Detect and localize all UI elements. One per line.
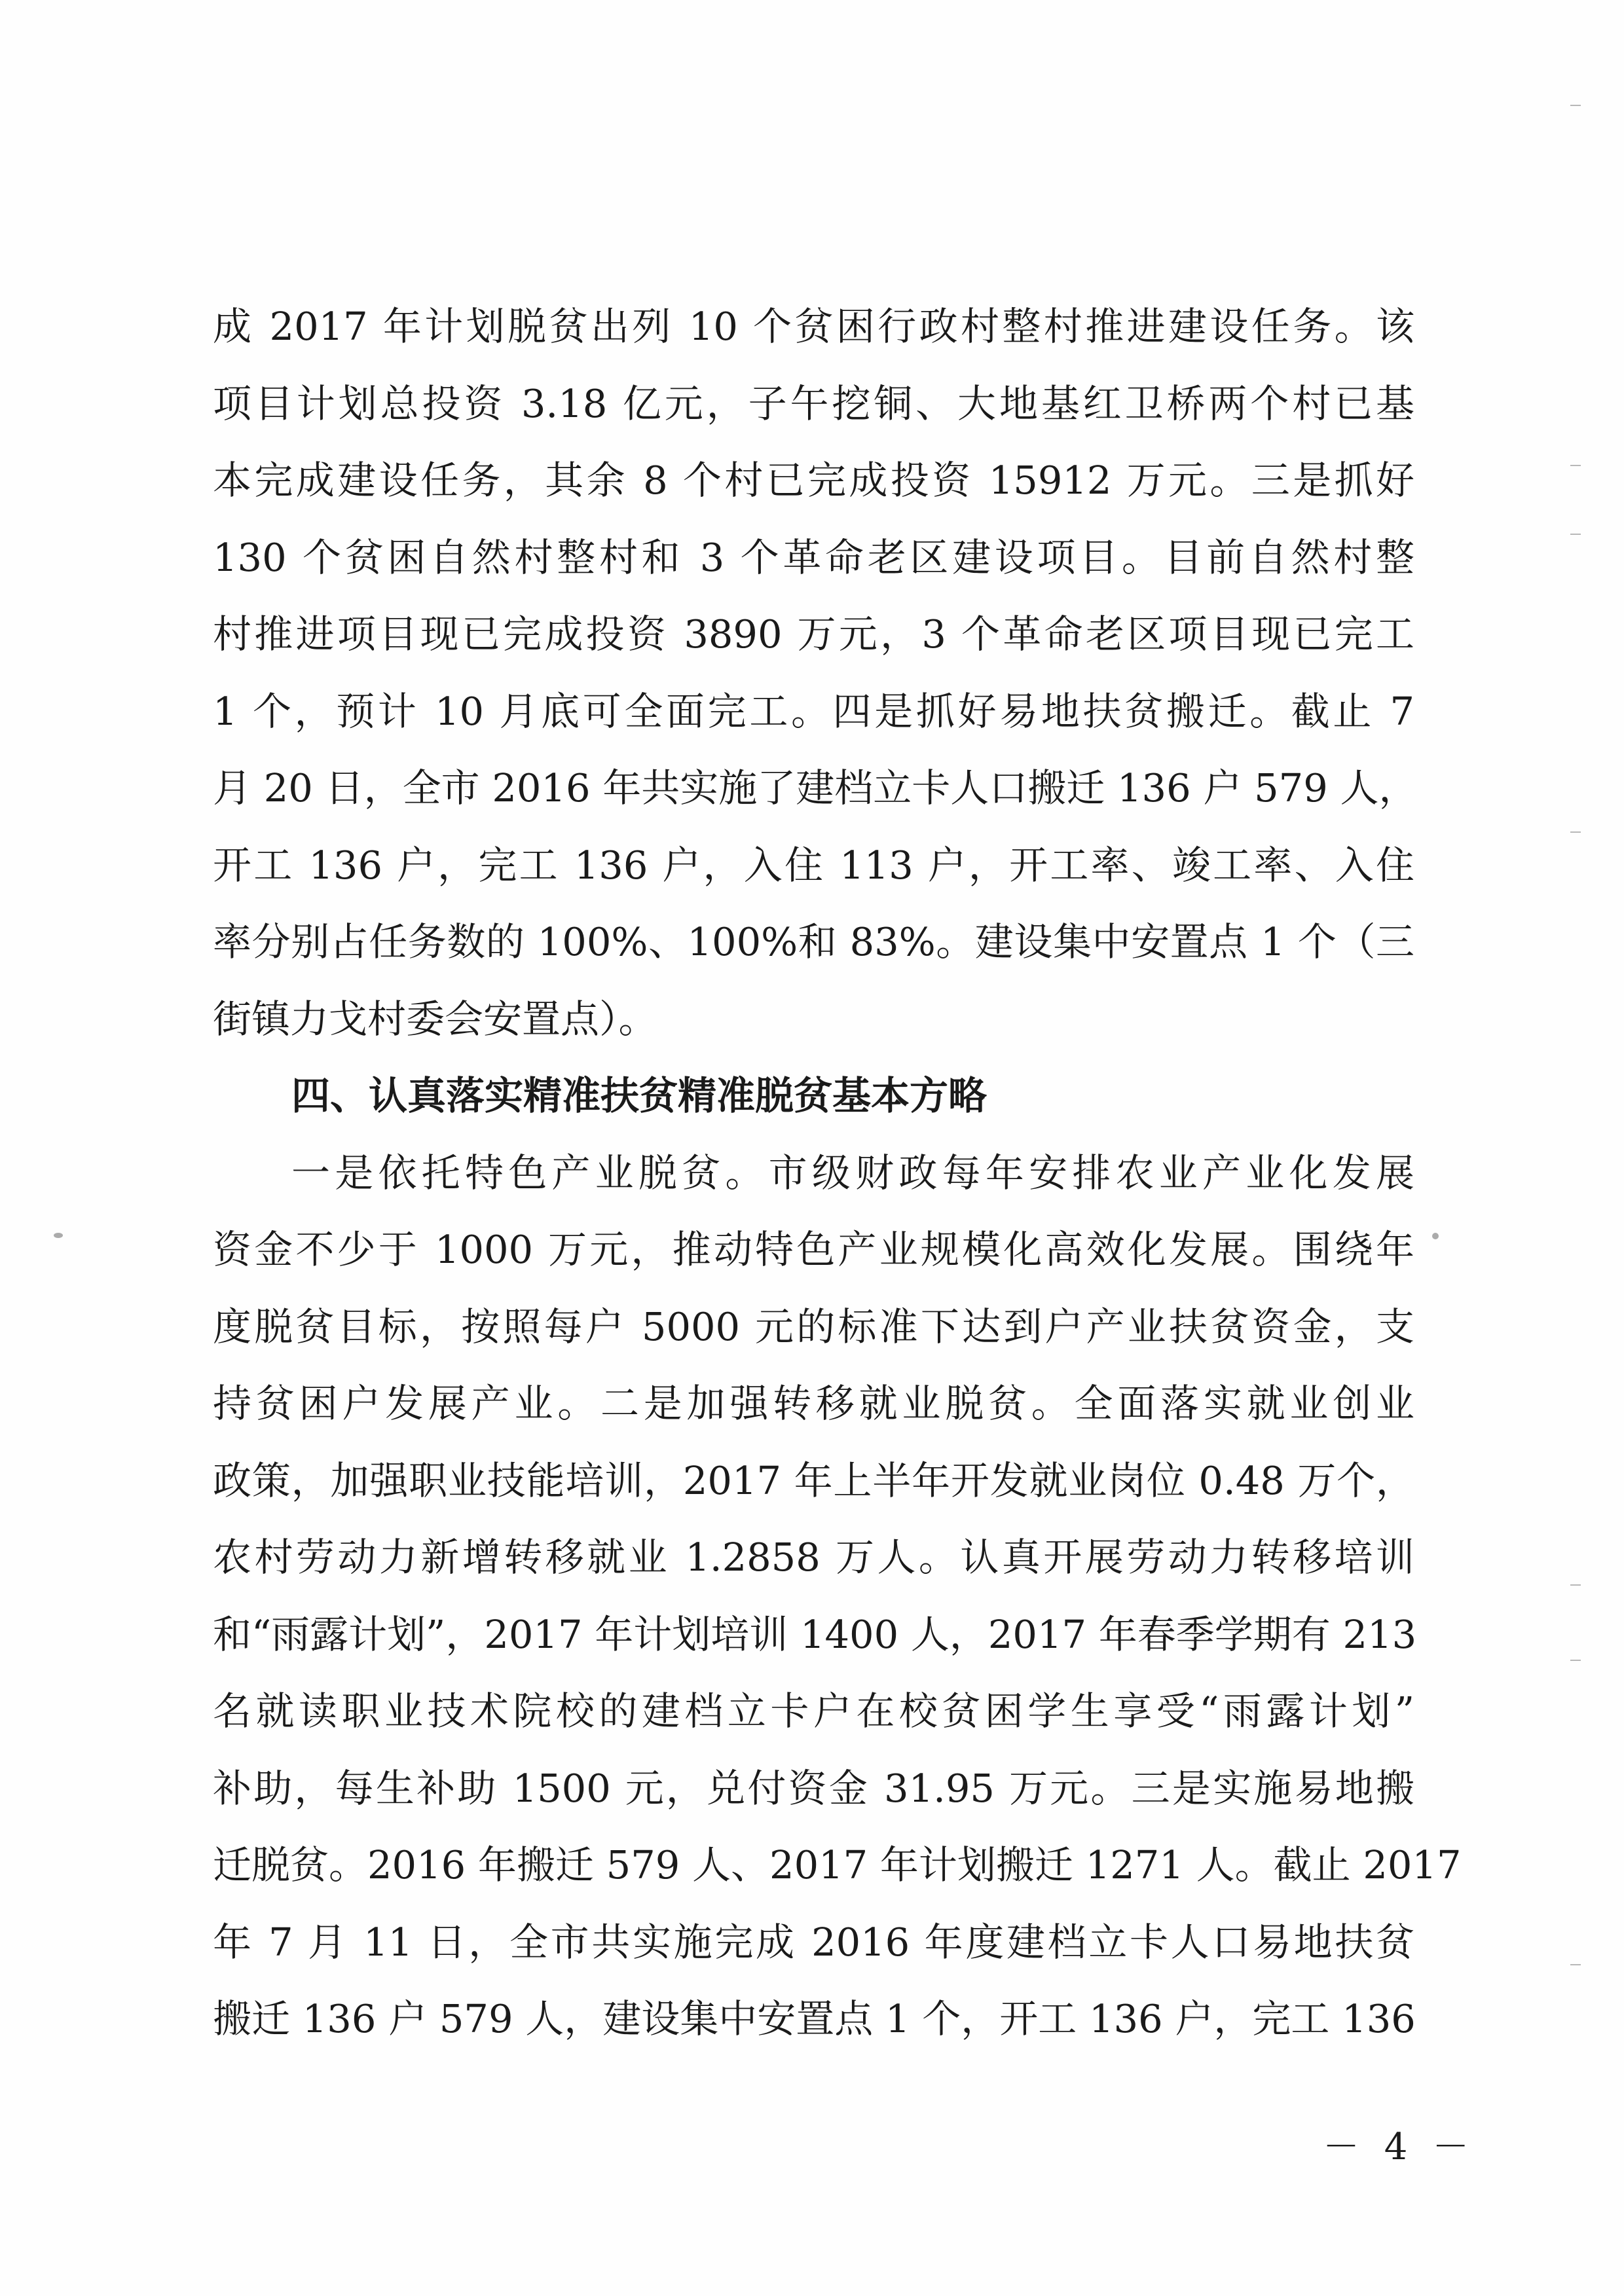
- body-line: 迁脱贫。2016 年搬迁 579 人、2017 年计划搬迁 1271 人。截止 2017: [213, 1842, 1462, 1887]
- scan-edge-mark: [1570, 534, 1581, 535]
- scan-edge-mark: [1570, 105, 1581, 106]
- scan-speck-left: [54, 1233, 63, 1238]
- body-line: 年 7 月 11 日，全市共实施完成 2016 年度建档立卡人口易地扶贫: [213, 1919, 1414, 1965]
- body-line: 持贫困户发展产业。二是加强转移就业脱贫。全面落实就业创业: [213, 1381, 1414, 1426]
- body-line: 项目计划总投资 3.18 亿元，子午挖铜、大地基红卫桥两个村已基: [213, 380, 1414, 426]
- body-line: 度脱贫目标，按照每户 5000 元的标准下达到户产业扶贫资金，支: [213, 1303, 1414, 1349]
- body-line: 和“雨露计划”，2017 年计划培训 1400 人，2017 年春季学期有 213: [213, 1611, 1417, 1657]
- body-line: 资金不少于 1000 万元，推动特色产业规模化高效化发展。围绕年: [213, 1227, 1414, 1272]
- document-body: [213, 288, 1462, 2058]
- body-line: 街镇力戈村委会安置点）。: [213, 996, 657, 1042]
- scan-edge-mark: [1570, 1584, 1581, 1586]
- scan-edge-mark: [1570, 831, 1581, 833]
- scan-edge-mark: [1570, 465, 1581, 466]
- body-line: 开工 136 户，完工 136 户，入住 113 户，开工率、竣工率、入住: [213, 842, 1414, 888]
- body-line: 农村劳动力新增转移就业 1.2858 万人。认真开展劳动力转移培训: [213, 1535, 1414, 1580]
- body-line: 130 个贫困自然村整村和 3 个革命老区建设项目。目前自然村整: [213, 534, 1414, 580]
- body-line: 1 个，预计 10 月底可全面完工。四是抓好易地扶贫搬迁。截止 7: [213, 688, 1414, 734]
- body-line: 名就读职业技术院校的建档立卡户在校贫困学生享受“雨露计划”: [213, 1688, 1414, 1734]
- scan-edge-mark: [1570, 1964, 1581, 1965]
- body-line: 政策，加强职业技能培训，2017 年上半年开发就业岗位 0.48 万个，: [213, 1457, 1414, 1503]
- scan-speck-right: [1432, 1233, 1439, 1239]
- body-line: 本完成建设任务，其余 8 个村已完成投资 15912 万元。三是抓好: [213, 458, 1414, 503]
- page-number: － 4 －: [1323, 2126, 1476, 2168]
- body-line: 村推进项目现已完成投资 3890 万元，3 个革命老区项目现已完工: [213, 611, 1414, 657]
- body-line: 率分别占任务数的 100%、100%和 83%。建设集中安置点 1 个（三: [213, 919, 1414, 964]
- body-line: 补助，每生补助 1500 元，兑付资金 31.95 万元。三是实施易地搬: [213, 1765, 1414, 1811]
- body-line: 月 20 日，全市 2016 年共实施了建档立卡人口搬迁 136 户 579 人，: [213, 765, 1418, 811]
- body-line: 一是依托特色产业脱贫。市级财政每年安排农业产业化发展: [291, 1150, 1414, 1195]
- body-line: 搬迁 136 户 579 人，建设集中安置点 1 个，开工 136 户，完工 136: [213, 1996, 1416, 2041]
- body-line: 成 2017 年计划脱贫出列 10 个贫困行政村整村推进建设任务。该: [213, 304, 1414, 349]
- scan-edge-mark: [1570, 1660, 1581, 1661]
- section-heading: 四、认真落实精准扶贫精准脱贫基本方略: [291, 1073, 987, 1118]
